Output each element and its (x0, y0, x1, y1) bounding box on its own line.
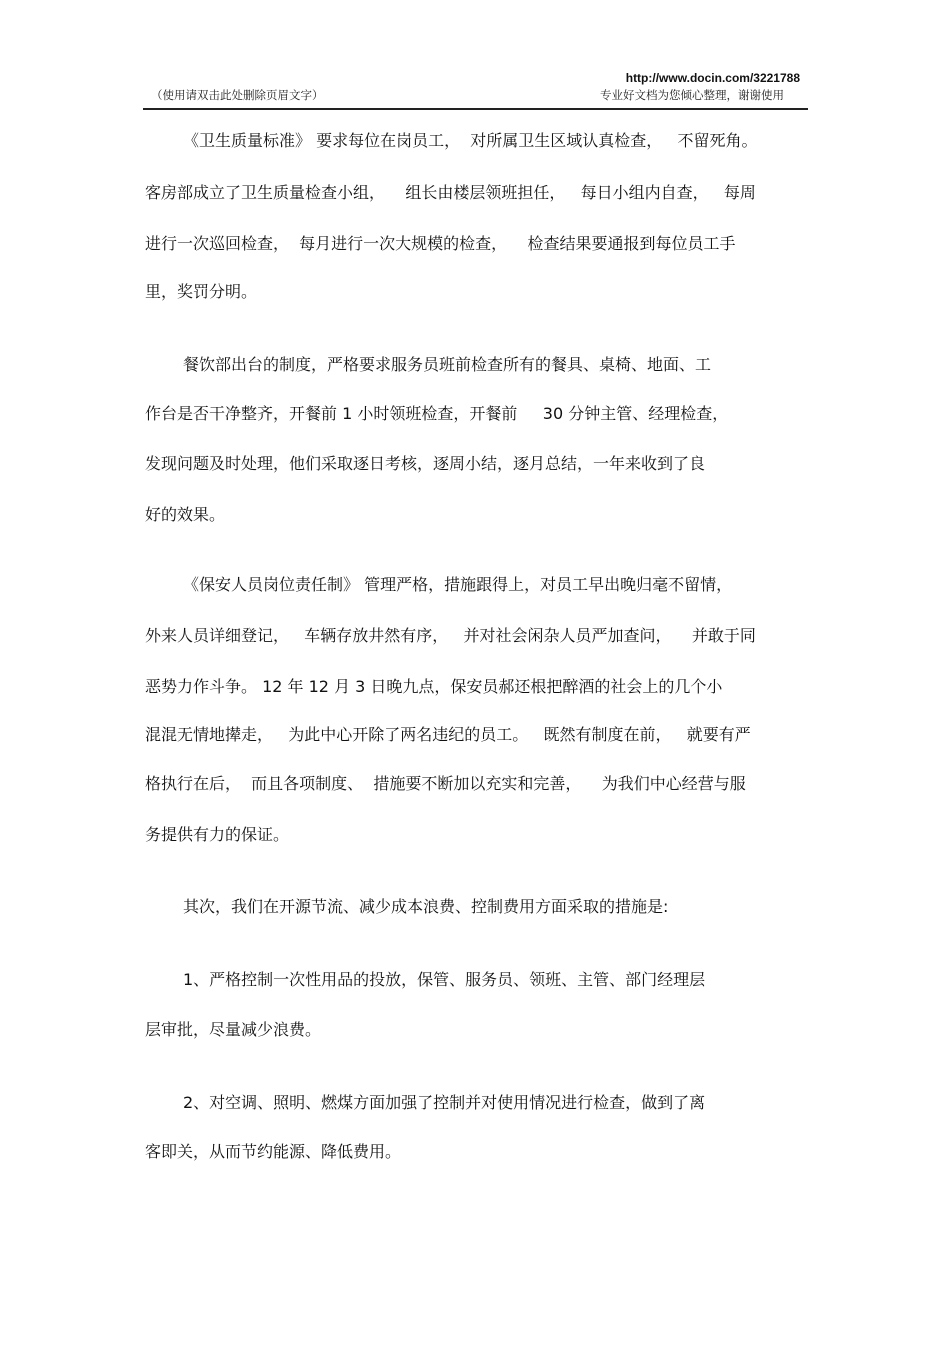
paragraph-4-line-1: 其次，我们在开源节流、减少成本浪费、控制费用方面采取的措施是: (183, 897, 669, 916)
paragraph-2-line-1: 餐饮部出台的制度，严格要求服务员班前检查所有的餐具、桌椅、地面、工 (183, 355, 712, 374)
paragraph-1-line-3: 进行一次巡回检查， 每月进行一次大规模的检查， 检查结果要通报到每位员工手 (145, 234, 736, 253)
paragraph-6-line-2: 客即关，从而节约能源、降低费用。 (145, 1142, 402, 1161)
paragraph-2-line-3: 发现问题及时处理，他们采取逐日考核，逐周小结，逐月总结，一年来收到了良 (145, 454, 706, 473)
paragraph-1-line-1: 《卫生质量标准》 要求每位在岗员工， 对所属卫生区域认真检查， 不留死角。 (183, 131, 758, 150)
paragraph-5-line-1: 1、严格控制一次性用品的投放，保管、服务员、领班、主管、部门经理层 (183, 970, 706, 989)
paragraph-3-line-1: 《保安人员岗位责任制》 管理严格，措施跟得上，对员工早出晚归毫不留情， (183, 575, 733, 594)
paragraph-3-line-3: 恶势力作斗争。 12 年 12 月 3 日晚九点，保安员郝还根把醉酒的社会上的几个小 (145, 677, 723, 696)
header-tagline: 专业好文档为您倾心整理，谢谢使用 (600, 88, 784, 102)
paragraph-2-line-2: 作台是否干净整齐，开餐前 1 小时领班检查，开餐前 30 分钟主管、经理检查， (145, 404, 729, 423)
paragraph-3-line-4: 混混无情地撵走， 为此中心开除了两名违纪的员工。 既然有制度在前， 就要有严 (145, 725, 751, 744)
paragraph-2-line-4: 好的效果。 (145, 505, 226, 524)
paragraph-3-line-5: 格执行在后， 而且各项制度、 措施要不断加以充实和完善， 为我们中心经营与服 (145, 774, 746, 793)
paragraph-1-line-4: 里，奖罚分明。 (145, 282, 258, 301)
header-url[interactable]: http://www.docin.com/3221788 (625, 71, 800, 85)
paragraph-6-line-1: 2、对空调、照明、燃煤方面加强了控制并对使用情况进行检查，做到了离 (183, 1093, 706, 1112)
paragraph-5-line-2: 层审批，尽量减少浪费。 (145, 1020, 322, 1039)
paragraph-1-line-2: 客房部成立了卫生质量检查小组， 组长由楼层领班担任， 每日小组内自查， 每周 (145, 183, 756, 202)
header-note: （使用请双击此处删除页眉文字） (151, 88, 324, 102)
paragraph-3-line-6: 务提供有力的保证。 (145, 825, 290, 844)
paragraph-3-line-2: 外来人员详细登记， 车辆存放井然有序， 并对社会闲杂人员严加查问， 并敢于同 (145, 626, 756, 645)
